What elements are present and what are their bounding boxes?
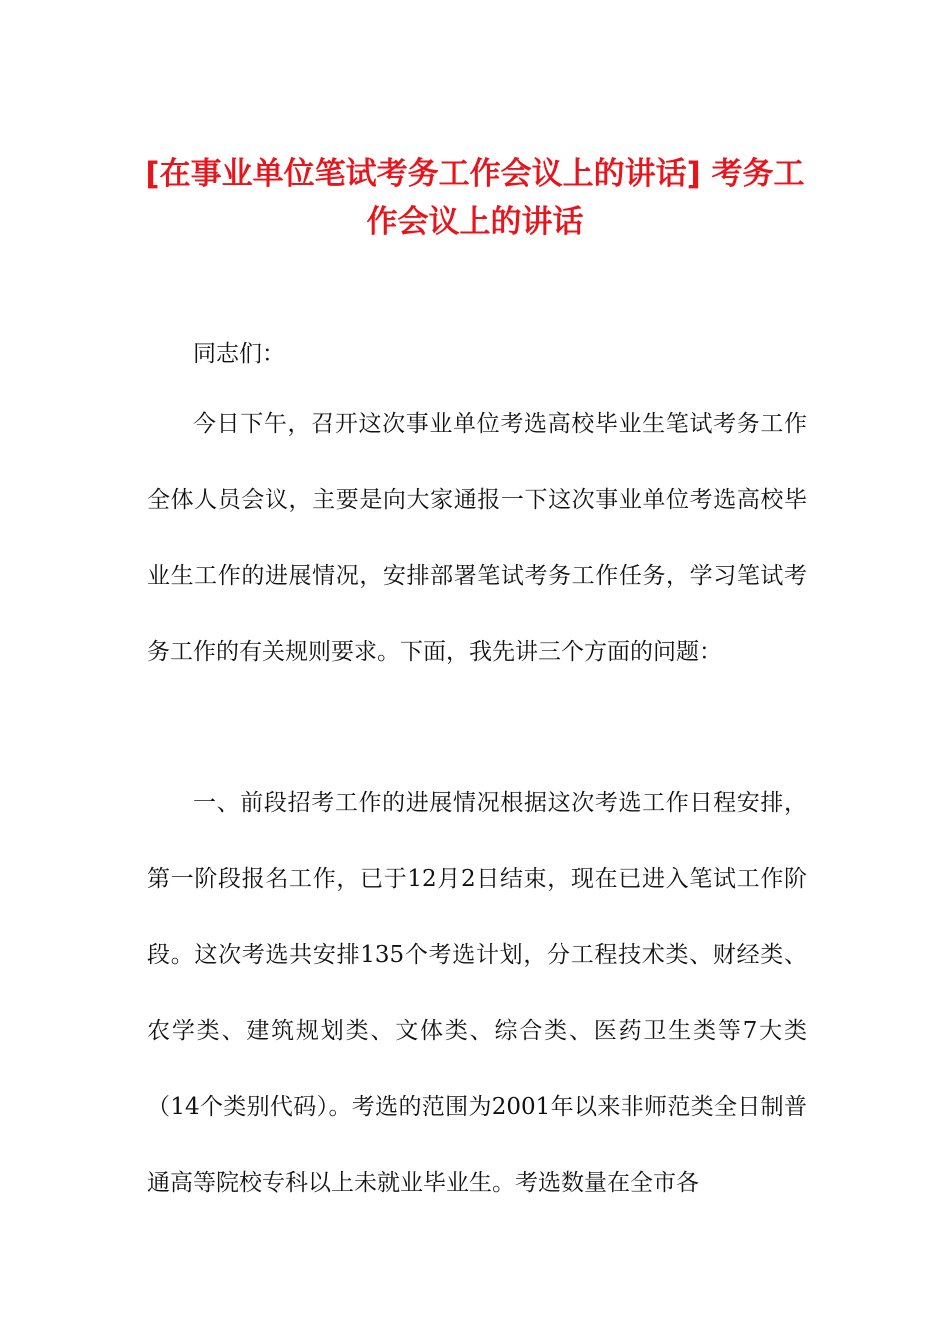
intro-paragraph: 今日下午，召开这次事业单位考选高校毕业生笔试考务工作全体人员会议，主要是向大家通报一下这次事业单位考选高校毕业生工作的进展情况，安排部署笔试考务工作任务，学习笔试考务工作的有关规则要求。下面，我先讲三个方面的问题： (147, 411, 807, 665)
section-one-paragraph: 一、前段招考工作的进展情况根据这次考选工作日程安排，第一阶段报名工作，已于12月2日结束，现在已进入笔试工作阶段。这次考选共安排135个考选计划，分工程技术类、财经类、农学类、建筑规划类、文体类、综合类、医药卫生类等7大类（14个类别代码）。考选的范围为2001年以来非师范类全日制普通高等院校专科以上未就业毕业生。考选数量在全市各 (147, 790, 807, 1196)
document-title: [在事业单位笔试考务工作会议上的讲话] 考务工作会议上的讲话 (145, 156, 805, 240)
greeting-paragraph: 同志们： (193, 341, 285, 367)
